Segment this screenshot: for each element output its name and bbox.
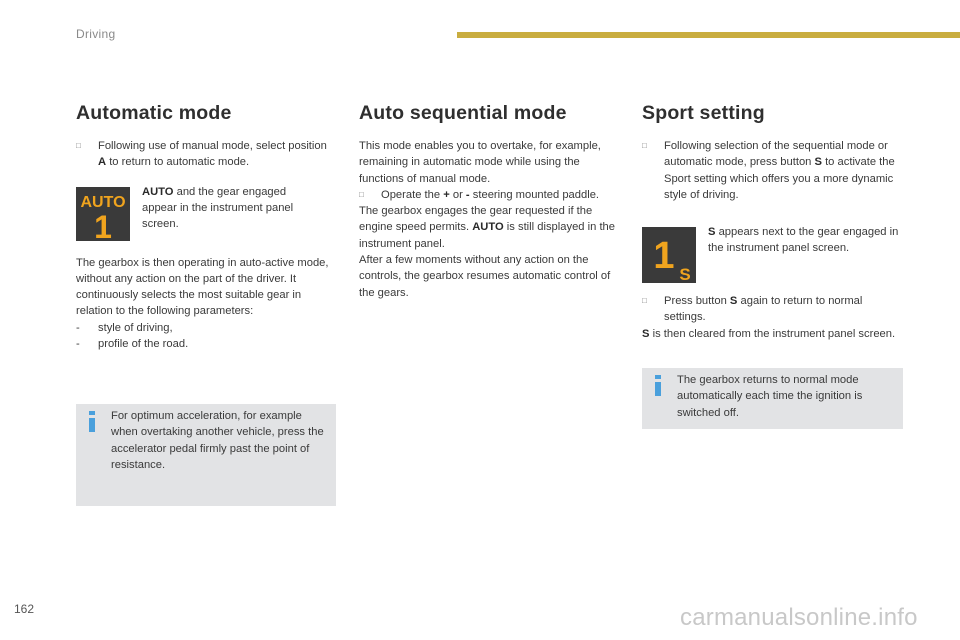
bullet-marker-icon: □	[76, 141, 81, 150]
watermark: carmanualsonline.info	[680, 604, 918, 631]
display-auto-text: AUTO	[80, 193, 126, 211]
bullet-marker-icon: □	[642, 296, 647, 306]
auto-label: AUTO	[142, 185, 174, 198]
info-icon	[88, 411, 96, 432]
sequential-bullet	[359, 187, 621, 203]
auto-sequential-heading: Auto sequential mode	[359, 102, 567, 124]
list-item-text: style of driving,	[98, 321, 173, 334]
info-text: The gearbox returns to normal mode automatically each time the ignition is switched off.	[677, 374, 863, 419]
sport-bullet-activate	[642, 138, 904, 203]
resume-automatic-paragraph: After a few moments without any action on the controls, the gearbox resumes automatic control of the gears.	[359, 254, 611, 299]
sport-display-figure	[642, 227, 904, 283]
section-label: Driving	[76, 27, 116, 41]
gear-request-paragraph	[359, 203, 621, 252]
info-text: For optimum acceleration, for example when overtaking another vehicle, press the accelerator pedal firmly past the point of resistance.	[111, 410, 324, 471]
bullet-text-mid: or	[449, 188, 466, 201]
display-sport-letter: S	[679, 265, 691, 284]
auto-label: AUTO	[472, 221, 504, 234]
auto-display-figure	[76, 187, 338, 241]
paragraph-text-end: is still displayed in the instrument panel.	[359, 221, 615, 250]
bullet-text-end: to return to automatic mode.	[106, 156, 250, 169]
column-sport-setting	[642, 100, 904, 342]
column-automatic-mode	[76, 100, 338, 352]
sequential-intro: This mode enables you to overtake, for example, remaining in automatic mode while using the functions of manual mode.	[359, 140, 601, 185]
bullet-marker-icon: □	[642, 141, 647, 150]
bullet-marker-icon: □	[359, 189, 364, 199]
display-gear-number: 1	[653, 235, 675, 278]
bullet-text: Press button	[664, 295, 730, 308]
caption-text: and the gear engaged appear in the instrument panel screen.	[142, 185, 294, 231]
position-letter: A	[98, 156, 107, 169]
display-gear-number: 1	[94, 208, 112, 241]
list-item-text: profile of the road.	[98, 338, 189, 351]
bullet-text: Operate the	[381, 188, 444, 201]
bullet-text: Following use of manual mode, select position	[98, 140, 327, 152]
paragraph-text: is then cleared from the instrument panel screen.	[649, 327, 896, 340]
info-box-acceleration	[76, 404, 336, 506]
auto-gear-display-icon	[76, 187, 130, 241]
automatic-mode-heading: Automatic mode	[76, 102, 232, 124]
info-icon	[654, 375, 662, 396]
parameter-list-item: - profile of the road.	[76, 338, 189, 351]
bullet-text-end: steering mounted paddle.	[469, 188, 600, 201]
auto-active-description: The gearbox is then operating in auto-active mode, without any action on the part of the driver. It continuously selects the most suitable gear in relation to the following parameters:	[76, 256, 329, 318]
sport-letter: S	[708, 226, 716, 239]
sport-display-caption	[708, 224, 903, 257]
info-box-ignition	[642, 368, 903, 429]
automatic-mode-bullet	[76, 138, 338, 171]
button-letter: S	[729, 295, 738, 308]
auto-display-caption	[142, 184, 312, 233]
bullet-text-end: to activate the Sport setting which offers you a more dynamic style of driving.	[664, 156, 895, 201]
sport-cleared-paragraph	[642, 326, 904, 342]
button-letter: S	[814, 156, 822, 169]
sport-bullet-return	[642, 293, 904, 326]
sport-gear-display-icon	[642, 227, 696, 283]
parameter-list-item: - style of driving,	[76, 321, 173, 334]
sport-letter: S	[642, 327, 650, 340]
caption-text: appears next to the gear engaged in the instrument panel screen.	[708, 226, 899, 255]
paragraph-text: The gearbox engages the gear requested if the engine speed permits.	[359, 205, 593, 234]
header-accent-bar	[457, 32, 960, 38]
sport-setting-heading: Sport setting	[642, 102, 765, 124]
minus-symbol: -	[465, 188, 470, 201]
bullet-text-end: again to return to normal settings.	[664, 295, 863, 324]
plus-symbol: +	[443, 188, 450, 201]
column-auto-sequential-mode	[359, 100, 621, 301]
page-number: 162	[14, 602, 35, 616]
bullet-text: Following selection of the sequential mode or automatic mode, press button	[664, 140, 888, 169]
